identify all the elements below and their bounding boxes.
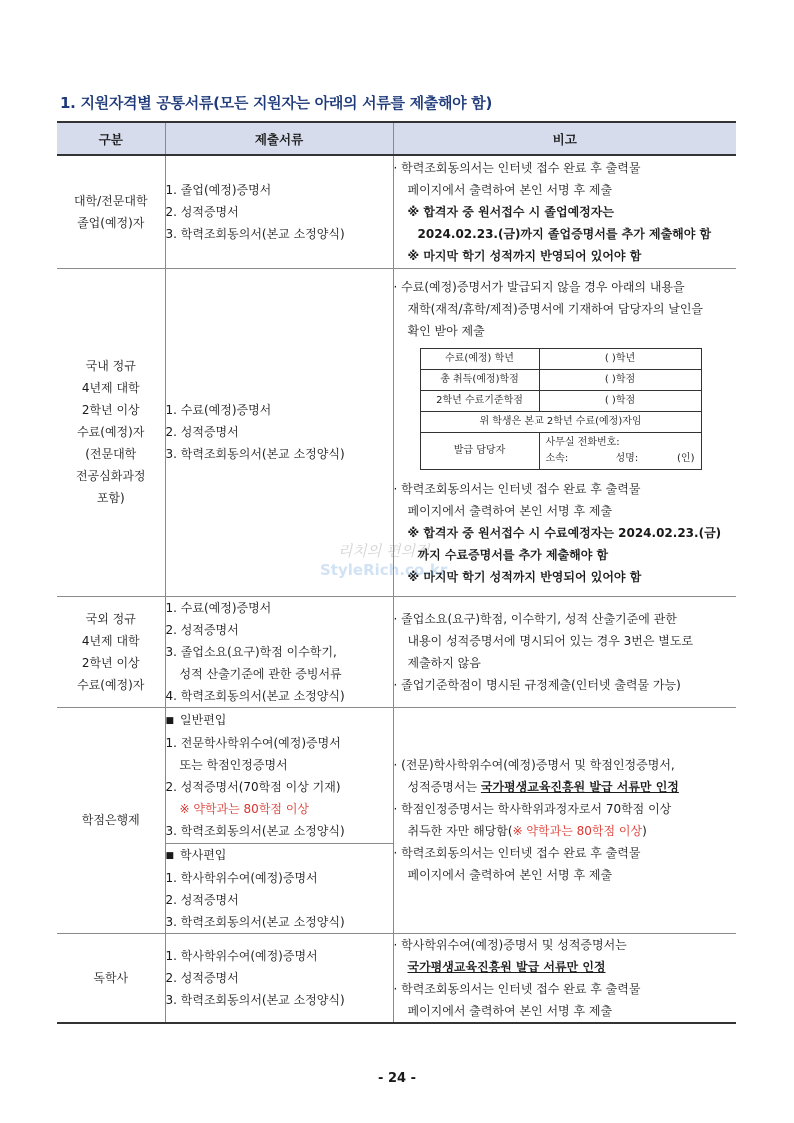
document-item: 성적 산출기준에 관한 증빙서류	[179, 666, 342, 681]
category-line: 4년제 대학	[81, 633, 140, 648]
sub-table-label: 수료(예정) 학년	[420, 349, 539, 370]
document-item: 1. 전문학사학위수여(예정)증명서	[165, 735, 341, 750]
phone-label: 사무실 전화번호:	[545, 437, 620, 448]
document-item: 2. 성적증명서	[165, 892, 239, 907]
document-item: 2. 성적증명서	[165, 622, 239, 637]
pharmacy-note: ※ 약학과는 80학점 이상	[179, 801, 310, 816]
issuer-label: 발급 담당자	[420, 433, 539, 470]
sub-table-row	[420, 433, 701, 470]
remark-line: · 학력조회동의서는 인터넷 접수 완료 후 출력물	[393, 160, 641, 175]
document-item: 2. 성적증명서	[165, 204, 239, 219]
remark-line: 재학(재적/휴학/제적)증명서에 기재하여 담당자의 날인을	[407, 302, 704, 316]
category-line: 국내 정규	[85, 359, 136, 373]
table-row	[57, 707, 736, 843]
documents-cell	[165, 596, 393, 707]
sub-table-value: ( )학점	[539, 370, 701, 391]
remark-note: ※ 합격자 중 원서접수 시 수료예정자는 2024.02.23.(금)	[407, 526, 722, 540]
remarks-cell	[393, 596, 736, 707]
category-line: (전문대학	[85, 447, 137, 461]
sub-table-row	[420, 391, 701, 412]
remark-line: · 학력조회동의서는 인터넷 접수 완료 후 출력물	[393, 846, 641, 860]
remark-note: ※ 마지막 학기 성적까지 반영되어 있어야 함	[407, 248, 642, 263]
table-row	[57, 155, 736, 268]
document-item: 2. 성적증명서	[165, 425, 239, 439]
page-number: - 24 -	[378, 1071, 416, 1086]
category-line: 학점은행제	[81, 813, 140, 827]
document-item: 1. 수료(예정)증명서	[165, 403, 272, 417]
remarks-cell	[393, 268, 736, 596]
remark-line: · 졸업기준학점이 명시된 규정제출(인터넷 출력물 가능)	[393, 677, 681, 692]
category-cell	[57, 707, 165, 933]
table-row	[57, 933, 736, 1023]
remark-line: · 수료(예정)증명서가 발급되지 않을 경우 아래의 내용을	[393, 280, 685, 294]
remark-line: · 학력조회동의서는 인터넷 접수 완료 후 출력물	[393, 482, 641, 496]
remark-line: · 학력조회동의서는 인터넷 접수 완료 후 출력물	[393, 981, 641, 996]
remark-line: · 졸업소요(요구)학점, 이수학기, 성적 산출기준에 관한	[393, 611, 677, 626]
remark-line	[394, 820, 737, 842]
remark-line: 제출하지 않음	[407, 655, 481, 670]
category-cell	[57, 933, 165, 1023]
section-heading: 1. 지원자격별 공통서류(모든 지원자는 아래의 서류를 제출해야 함)	[60, 94, 493, 112]
document-item: 3. 학력조회동의서(본교 소정양식)	[165, 447, 345, 461]
documents-cell	[165, 155, 393, 268]
documents-cell	[165, 707, 393, 843]
remark-line: 페이지에서 출력하여 본인 서명 후 제출	[407, 182, 613, 197]
square-bullet-icon: ■	[165, 715, 175, 726]
document-item: 2. 성적증명서(70학점 이상 기재)	[165, 779, 341, 794]
remark-line: · (전문)학사학위수여(예정)증명서 및 학점인정증명서,	[393, 758, 675, 772]
category-line: 수료(예정)자	[77, 425, 145, 439]
remark-text: 성적증명서는	[407, 780, 481, 794]
document-item: 4. 학력조회동의서(본교 소정양식)	[165, 688, 345, 703]
general-transfer-title	[166, 709, 393, 732]
remark-emphasis: 국가평생교육진흥원 발급 서류만 인정	[407, 959, 606, 974]
category-line: 전공심화과정	[75, 469, 146, 483]
sub-table-value: ( )학점	[539, 391, 701, 412]
remark-line: · 학점인정증명서는 학사학위과정자로서 70학점 이상	[393, 802, 672, 816]
square-bullet-icon: ■	[165, 850, 175, 861]
sub-table-row	[420, 349, 701, 370]
header-documents: 제출서류	[165, 122, 393, 155]
issuer-info	[539, 433, 701, 470]
document-item: 2. 성적증명서	[165, 970, 239, 985]
category-line: 대학/전문대학	[73, 193, 148, 208]
remark-text: )	[642, 824, 647, 838]
remark-line: 내용이 성적증명서에 명시되어 있는 경우 3번은 별도로	[407, 633, 694, 648]
category-line: 4년제 대학	[81, 381, 140, 395]
sub-table-label: 총 취득(예정)학점	[420, 370, 539, 391]
category-cell	[57, 268, 165, 596]
documents-table	[57, 121, 736, 1024]
category-line: 포함)	[96, 491, 125, 505]
remark-line: · 학사학위수여(예정)증명서 및 성적증명서는	[393, 937, 627, 952]
remark-note: ※ 합격자 중 원서접수 시 졸업예정자는	[407, 204, 614, 219]
category-cell	[57, 155, 165, 268]
document-item: 3. 졸업소요(요구)학점 이수학기,	[165, 644, 337, 659]
documents-cell	[165, 843, 393, 933]
document-item: 3. 학력조회동의서(본교 소정양식)	[165, 992, 345, 1007]
header-remarks: 비고	[393, 122, 736, 155]
remark-line: 페이지에서 출력하여 본인 서명 후 제출	[407, 868, 613, 882]
issuer-name-line	[546, 451, 695, 467]
general-transfer-label: 일반편입	[180, 712, 227, 727]
category-line: 국외 정규	[85, 611, 136, 626]
category-cell	[57, 596, 165, 707]
remark-line: 페이지에서 출력하여 본인 서명 후 제출	[407, 504, 613, 518]
watermark-line: StyleRich.co.kr	[320, 561, 448, 579]
remark-note: 까지 수료증명서를 추가 제출해야 함	[417, 548, 609, 562]
document-item: 3. 학력조회동의서(본교 소정양식)	[165, 914, 345, 929]
documents-cell	[165, 268, 393, 596]
document-item: 3. 학력조회동의서(본교 소정양식)	[165, 823, 345, 838]
documents-cell	[165, 933, 393, 1023]
remark-emphasis: 국가평생교육진흥원 발급 서류만 인정	[480, 780, 679, 794]
remark-line: 확인 받아 제출	[407, 324, 485, 338]
watermark-line: 리치의 편의점	[337, 542, 430, 560]
bachelor-transfer-title	[166, 844, 393, 867]
remark-note: 2024.02.23.(금)까지 졸업증명서를 추가 제출해야 함	[417, 226, 712, 241]
category-line: 2학년 이상	[81, 403, 140, 417]
header-category: 구분	[57, 122, 165, 155]
category-line: 수료(예정)자	[77, 677, 145, 692]
category-line: 독학사	[93, 970, 129, 985]
seal-label: (인)	[677, 453, 695, 464]
dept-label: 소속:	[545, 453, 569, 464]
bachelor-transfer-label: 학사편입	[180, 847, 227, 862]
remark-line: 페이지에서 출력하여 본인 서명 후 제출	[407, 1003, 613, 1018]
document-item: 1. 학사학위수여(예정)증명서	[165, 870, 318, 885]
remark-text: 취득한 자만 해당함(	[407, 824, 513, 838]
table-header-row	[57, 122, 736, 155]
remark-line	[394, 776, 737, 798]
sub-table-label: 2학년 수료기준학점	[420, 391, 539, 412]
name-label: 성명:	[615, 453, 639, 464]
sub-table-row	[420, 412, 701, 433]
document-item: 3. 학력조회동의서(본교 소정양식)	[165, 226, 345, 241]
remark-note: ※ 마지막 학기 성적까지 반영되어 있어야 함	[407, 570, 642, 584]
document-item: 1. 학사학위수여(예정)증명서	[165, 948, 318, 963]
remarks-cell	[393, 155, 736, 268]
document-item: 1. 졸업(예정)증명서	[165, 182, 272, 197]
pharmacy-note: ※ 약학과는 80학점 이상	[512, 824, 643, 838]
category-line: 2학년 이상	[81, 655, 140, 670]
table-row	[57, 596, 736, 707]
document-item: 1. 수료(예정)증명서	[165, 600, 272, 615]
sub-table-value: ( )학년	[539, 349, 701, 370]
category-line: 졸업(예정)자	[77, 215, 145, 230]
remarks-cell	[393, 707, 736, 933]
completion-info-table	[420, 348, 702, 470]
sub-table-statement: 위 학생은 본교 2학년 수료(예정)자임	[420, 412, 701, 433]
sub-table-row	[420, 370, 701, 391]
table-row	[57, 268, 736, 596]
remarks-cell	[393, 933, 736, 1023]
document-item: 또는 학점인정증명서	[179, 757, 288, 772]
